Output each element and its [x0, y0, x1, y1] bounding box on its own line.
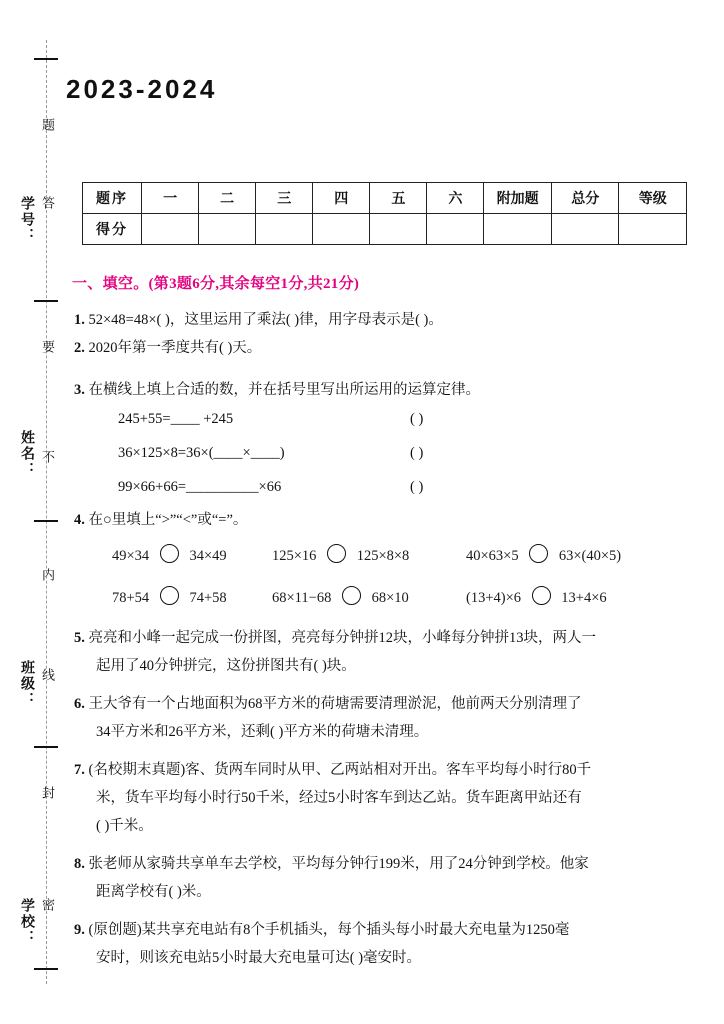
score-cell-1[interactable] [142, 214, 199, 245]
question-7-line-3: ( )千米。 [96, 818, 153, 834]
compare-right: 125×8×8 [356, 548, 410, 564]
margin-rule [34, 58, 58, 60]
circle-blank-icon[interactable] [160, 586, 179, 605]
question-3-line-3-left: 99×66+66=__________×66 [118, 479, 282, 495]
table-row-scores [83, 214, 687, 245]
circle-blank-icon[interactable] [327, 544, 346, 563]
question-7 [74, 758, 719, 783]
score-table-col-6: 六 [427, 183, 484, 214]
margin-label-8: 线 [40, 668, 55, 683]
compare-left: 40×63×5 [466, 548, 519, 564]
compare-left: 68×11−68 [272, 590, 332, 606]
question-8-line-1: 张老师从家骑共享单车去学校，平均每分钟行199米，用了24分钟到学校。他家 [88, 856, 589, 872]
circle-blank-icon[interactable] [160, 544, 179, 563]
exam-margin-strip [0, 0, 60, 1024]
question-8-line-2: 距离学校有( )米。 [96, 884, 211, 900]
score-table-col-grade: 等级 [619, 183, 687, 214]
question-5-line-2: 起用了40分钟拼完，这份拼图共有( )块。 [96, 658, 356, 674]
compare-right: 34×49 [189, 548, 227, 564]
margin-label-9: 封 [40, 786, 55, 801]
question-3 [74, 378, 714, 403]
question-2-text: 2020年第一季度共有( )天。 [88, 340, 262, 356]
question-5-number: 5. [74, 630, 85, 646]
score-table-col-3: 三 [256, 183, 313, 214]
compare-right: 68×10 [371, 590, 409, 606]
circle-blank-icon[interactable] [529, 544, 548, 563]
compare-right: 63×(40×5) [558, 548, 622, 564]
compare-left: 49×34 [112, 548, 150, 564]
score-table-col-2: 二 [199, 183, 256, 214]
compare-row-2-item-2 [272, 586, 409, 607]
score-cell-2[interactable] [199, 214, 256, 245]
question-1-text: 52×48=48×( )，这里运用了乘法( )律，用字母表示是( )。 [88, 312, 443, 328]
score-table-col-5: 五 [370, 183, 427, 214]
margin-label-0: 题 [40, 118, 55, 133]
question-3-line-2-left: 36×125×8=36×(____×____) [118, 445, 285, 461]
question-1 [74, 308, 714, 333]
question-9-line-1: (原创题)某共享充电站有8个手机插头，每个插头每小时最大充电量为1250毫 [88, 922, 570, 938]
margin-label-school: 学校： [19, 898, 34, 946]
score-cell-6[interactable] [427, 214, 484, 245]
circle-blank-icon[interactable] [342, 586, 361, 605]
question-6 [74, 692, 714, 717]
question-4-number: 4. [74, 512, 85, 528]
margin-label-5: 不 [40, 450, 55, 465]
score-table-col-1: 一 [142, 183, 199, 214]
margin-label-3: 要 [40, 340, 55, 355]
score-table-row-label: 得分 [83, 214, 142, 245]
score-table-col-total: 总分 [551, 183, 619, 214]
score-cell-5[interactable] [370, 214, 427, 245]
question-5 [74, 626, 714, 651]
score-table [82, 182, 687, 245]
question-3-line-1-left: 245+55=____ +245 [118, 411, 234, 427]
question-3-line-3-right: ( ) [410, 479, 424, 495]
question-8-cont [96, 880, 716, 905]
question-4-text: 在○里填上“>”“<”或“=”。 [88, 512, 248, 528]
page-title: 2023-2024 [66, 74, 218, 104]
question-3-line-1-right: ( ) [410, 411, 424, 427]
score-cell-bonus[interactable] [484, 214, 552, 245]
question-3-text: 在横线上填上合适的数，并在括号里写出所运用的运算定律。 [88, 382, 480, 398]
margin-label-class: 班级： [19, 660, 34, 708]
question-8 [74, 852, 719, 877]
question-2 [74, 336, 714, 361]
table-row-header [83, 183, 687, 214]
margin-label-2: 答 [40, 196, 55, 211]
dashed-fold-line [46, 40, 47, 984]
compare-row-2-item-1 [112, 586, 227, 607]
compare-left: 78+54 [112, 590, 150, 606]
question-8-number: 8. [74, 856, 85, 872]
question-7-line-2: 米，货车平均每小时行50千米，经过5小时客车到达乙站。货车距离甲站还有 [96, 790, 582, 806]
question-7-cont-2 [96, 814, 716, 839]
question-9-cont [96, 946, 716, 971]
score-cell-4[interactable] [313, 214, 370, 245]
compare-row-1-item-3 [466, 544, 621, 565]
compare-row-2-item-3 [466, 586, 607, 607]
question-5-line-1: 亮亮和小峰一起完成一份拼图，亮亮每分钟拼12块，小峰每分钟拼13块，两人一 [88, 630, 596, 646]
circle-blank-icon[interactable] [532, 586, 551, 605]
question-7-cont-1 [96, 786, 716, 811]
score-cell-3[interactable] [256, 214, 313, 245]
margin-rule [34, 300, 58, 302]
question-7-line-1: (名校期末真题)客、货两车同时从甲、乙两站相对开出。客车平均每小时行80千 [88, 762, 592, 778]
score-cell-grade[interactable] [619, 214, 687, 245]
compare-left: (13+4)×6 [466, 590, 522, 606]
margin-rule [34, 746, 58, 748]
question-9-number: 9. [74, 922, 85, 938]
compare-row-1-item-2 [272, 544, 409, 565]
margin-label-6: 内 [40, 568, 55, 583]
question-4 [74, 508, 714, 533]
question-7-number: 7. [74, 762, 85, 778]
question-5-cont [96, 654, 716, 679]
score-cell-total[interactable] [551, 214, 619, 245]
section-heading-fill-in-blanks: 一、填空。(第3题6分,其余每空1分,共21分) [72, 276, 360, 292]
question-6-line-2: 34平方米和26平方米，还剩( )平方米的荷塘未清理。 [96, 724, 429, 740]
margin-label-name: 姓名： [19, 430, 34, 478]
question-3-number: 3. [74, 382, 85, 398]
score-table-col-bonus: 附加题 [484, 183, 552, 214]
compare-left: 125×16 [272, 548, 317, 564]
score-table-row-label: 题序 [83, 183, 142, 214]
question-1-number: 1. [74, 312, 85, 328]
compare-right: 74+58 [189, 590, 227, 606]
question-6-cont [96, 720, 716, 745]
question-2-number: 2. [74, 340, 85, 356]
compare-right: 13+4×6 [561, 590, 607, 606]
question-6-number: 6. [74, 696, 85, 712]
question-6-line-1: 王大爷有一个占地面积为68平方米的荷塘需要清理淤泥，他前两天分别清理了 [88, 696, 582, 712]
margin-rule [34, 968, 58, 970]
question-3-line-2-right: ( ) [410, 445, 424, 461]
score-table-col-4: 四 [313, 183, 370, 214]
compare-row-1-item-1 [112, 544, 227, 565]
question-9 [74, 918, 719, 943]
question-9-line-2: 安时，则该充电站5小时最大充电量可达( )毫安时。 [96, 950, 422, 966]
margin-rule [34, 520, 58, 522]
margin-label-11: 密 [40, 898, 55, 913]
margin-label-student-id: 学号： [19, 196, 34, 244]
